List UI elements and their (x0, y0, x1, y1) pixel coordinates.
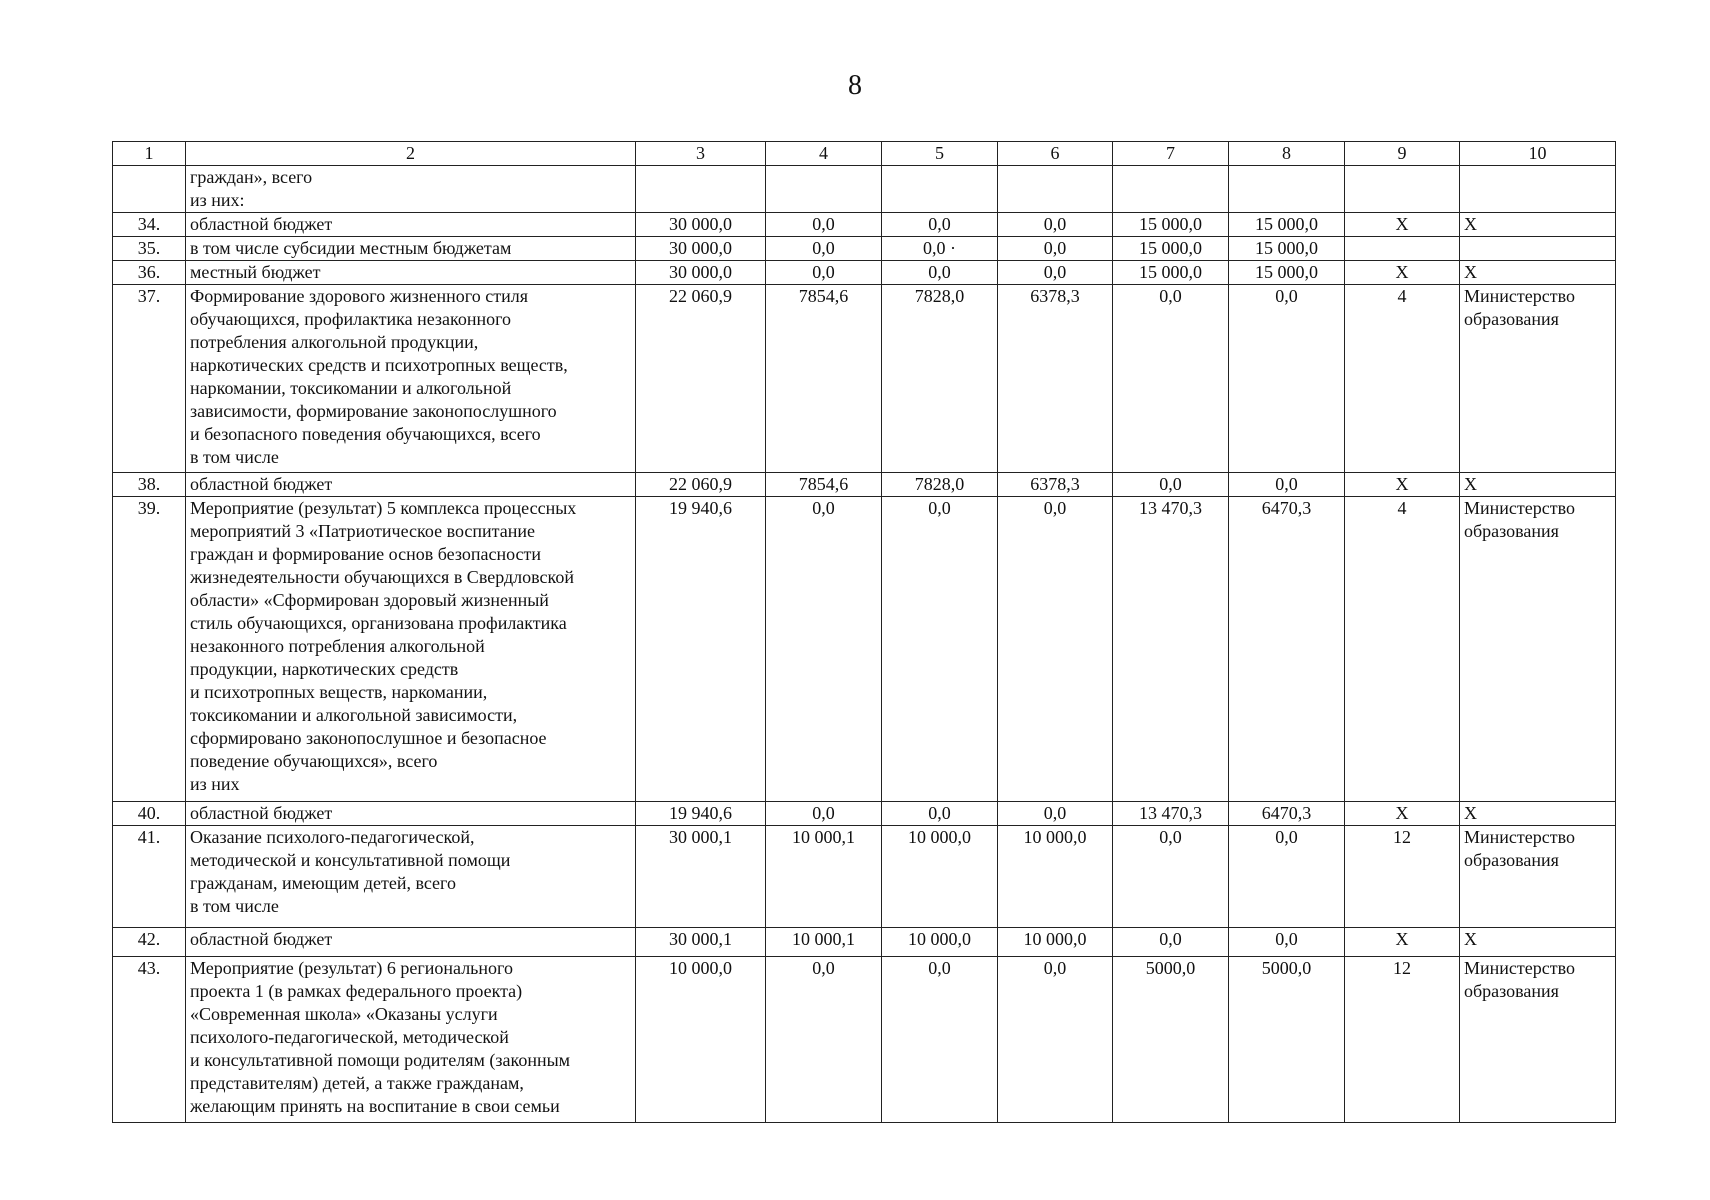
target-cell: Х (1345, 261, 1460, 285)
table-row (113, 928, 1616, 957)
target-cell: Х (1345, 473, 1460, 497)
value-cell: 19 940,6 (636, 497, 766, 802)
value-cell (636, 166, 766, 213)
table-row (113, 261, 1616, 285)
responsible-cell: Х (1460, 261, 1616, 285)
value-cell: 0,0 (766, 213, 882, 237)
header-cell: 10 (1460, 142, 1616, 166)
row-number: 35. (113, 237, 186, 261)
header-row (113, 142, 1616, 166)
value-cell (998, 166, 1113, 213)
table-row (113, 497, 1616, 802)
value-cell: 0,0 (1229, 285, 1345, 473)
value-cell: 0,0 (766, 237, 882, 261)
header-cell: 7 (1113, 142, 1229, 166)
value-cell: 0,0 · (882, 237, 998, 261)
value-cell: 10 000,0 (998, 928, 1113, 957)
row-number (113, 166, 186, 213)
table-row (113, 166, 1616, 213)
value-cell: 15 000,0 (1229, 237, 1345, 261)
target-cell (1345, 237, 1460, 261)
responsible-cell: Министерство образования (1460, 826, 1616, 928)
value-cell: 6470,3 (1229, 497, 1345, 802)
value-cell: 0,0 (882, 497, 998, 802)
header-cell: 4 (766, 142, 882, 166)
header-cell: 9 (1345, 142, 1460, 166)
table-row (113, 213, 1616, 237)
row-name: Оказание психолого-педагогической, методической и консультативной помощи гражданам, имеющим детей, всего в том числе (186, 826, 636, 928)
value-cell: 30 000,0 (636, 237, 766, 261)
row-name: граждан», всего из них: (186, 166, 636, 213)
value-cell: 0,0 (998, 261, 1113, 285)
value-cell: 13 470,3 (1113, 802, 1229, 826)
value-cell: 30 000,0 (636, 261, 766, 285)
value-cell: 10 000,1 (766, 928, 882, 957)
value-cell: 15 000,0 (1229, 261, 1345, 285)
target-cell: Х (1345, 213, 1460, 237)
header-cell: 5 (882, 142, 998, 166)
row-number: 38. (113, 473, 186, 497)
row-number: 39. (113, 497, 186, 802)
responsible-cell (1460, 237, 1616, 261)
row-name: областной бюджет (186, 802, 636, 826)
value-cell: 10 000,1 (766, 826, 882, 928)
responsible-cell: Х (1460, 928, 1616, 957)
value-cell: 0,0 (998, 802, 1113, 826)
row-number: 34. (113, 213, 186, 237)
value-cell: 7828,0 (882, 285, 998, 473)
value-cell: 0,0 (998, 237, 1113, 261)
row-number: 37. (113, 285, 186, 473)
table-row (113, 237, 1616, 261)
value-cell: 0,0 (1113, 826, 1229, 928)
value-cell: 0,0 (766, 957, 882, 1123)
row-name: областной бюджет (186, 473, 636, 497)
value-cell: 0,0 (1113, 285, 1229, 473)
target-cell: 12 (1345, 826, 1460, 928)
table-row (113, 285, 1616, 473)
responsible-cell: Министерство образования (1460, 285, 1616, 473)
target-cell (1345, 166, 1460, 213)
responsible-cell: Х (1460, 473, 1616, 497)
value-cell: 15 000,0 (1113, 237, 1229, 261)
table-row (113, 826, 1616, 928)
value-cell: 0,0 (882, 957, 998, 1123)
row-number: 43. (113, 957, 186, 1123)
value-cell: 30 000,1 (636, 928, 766, 957)
value-cell: 10 000,0 (998, 826, 1113, 928)
row-number: 40. (113, 802, 186, 826)
value-cell: 0,0 (998, 957, 1113, 1123)
value-cell: 6378,3 (998, 473, 1113, 497)
budget-table (112, 141, 1616, 1123)
row-name: областной бюджет (186, 928, 636, 957)
value-cell: 10 000,0 (882, 826, 998, 928)
header-cell: 8 (1229, 142, 1345, 166)
target-cell: 4 (1345, 285, 1460, 473)
value-cell: 0,0 (766, 497, 882, 802)
value-cell: 0,0 (1229, 928, 1345, 957)
value-cell (766, 166, 882, 213)
header-cell: 3 (636, 142, 766, 166)
target-cell: Х (1345, 928, 1460, 957)
value-cell: 13 470,3 (1113, 497, 1229, 802)
value-cell: 0,0 (882, 261, 998, 285)
row-number: 42. (113, 928, 186, 957)
value-cell: 0,0 (998, 497, 1113, 802)
table-row (113, 957, 1616, 1123)
responsible-cell: Министерство образования (1460, 497, 1616, 802)
value-cell: 30 000,0 (636, 213, 766, 237)
value-cell: 19 940,6 (636, 802, 766, 826)
target-cell: Х (1345, 802, 1460, 826)
value-cell (882, 166, 998, 213)
target-cell: 12 (1345, 957, 1460, 1123)
header-cell: 2 (186, 142, 636, 166)
value-cell: 7828,0 (882, 473, 998, 497)
value-cell: 5000,0 (1113, 957, 1229, 1123)
value-cell: 0,0 (1229, 826, 1345, 928)
value-cell: 0,0 (766, 802, 882, 826)
row-name: в том числе субсидии местным бюджетам (186, 237, 636, 261)
row-name: местный бюджет (186, 261, 636, 285)
value-cell: 6378,3 (998, 285, 1113, 473)
row-number: 36. (113, 261, 186, 285)
table-row (113, 802, 1616, 826)
value-cell: 0,0 (998, 213, 1113, 237)
responsible-cell: Х (1460, 213, 1616, 237)
value-cell: 0,0 (1113, 473, 1229, 497)
value-cell: 7854,6 (766, 285, 882, 473)
responsible-cell: Х (1460, 802, 1616, 826)
row-number: 41. (113, 826, 186, 928)
value-cell (1229, 166, 1345, 213)
value-cell: 0,0 (1113, 928, 1229, 957)
responsible-cell: Министерство образования (1460, 957, 1616, 1123)
value-cell: 0,0 (882, 213, 998, 237)
value-cell: 30 000,1 (636, 826, 766, 928)
row-name: областной бюджет (186, 213, 636, 237)
header-cell: 1 (113, 142, 186, 166)
value-cell: 7854,6 (766, 473, 882, 497)
value-cell: 10 000,0 (636, 957, 766, 1123)
value-cell: 22 060,9 (636, 473, 766, 497)
row-name: Формирование здорового жизненного стиля обучающихся, профилактика незаконного потребления алкогольной продукции, наркотических средств и психотропных веществ, наркомании, токсикомании и алкогольной зависимости, формирование законопослушного и безопасного поведения обучающихся, всего в том числе (186, 285, 636, 473)
value-cell: 15 000,0 (1113, 261, 1229, 285)
value-cell: 5000,0 (1229, 957, 1345, 1123)
value-cell: 10 000,0 (882, 928, 998, 957)
value-cell (1113, 166, 1229, 213)
page-number: 8 (848, 70, 862, 101)
value-cell: 15 000,0 (1229, 213, 1345, 237)
value-cell: 6470,3 (1229, 802, 1345, 826)
row-name: Мероприятие (результат) 6 регионального проекта 1 (в рамках федерального проекта) «Современная школа» «Оказаны услуги психолого-педагогической, методической и консультативной помощи родителям (законным представителям) детей, а также гражданам, желающим принять на воспитание в свои семьи (186, 957, 636, 1123)
value-cell: 0,0 (766, 261, 882, 285)
responsible-cell (1460, 166, 1616, 213)
header-cell: 6 (998, 142, 1113, 166)
target-cell: 4 (1345, 497, 1460, 802)
value-cell: 0,0 (1229, 473, 1345, 497)
value-cell: 0,0 (882, 802, 998, 826)
value-cell: 22 060,9 (636, 285, 766, 473)
table-row (113, 473, 1616, 497)
value-cell: 15 000,0 (1113, 213, 1229, 237)
row-name: Мероприятие (результат) 5 комплекса процессных мероприятий 3 «Патриотическое воспитание граждан и формирование основ безопасности жизнедеятельности обучающихся в Свердловской области» «Сформирован здоровый жизненный стиль обучающихся, организована профилактика незаконного потребления алкогольной продукции, наркотических средств и психотропных веществ, наркомании, токсикомании и алкогольной зависимости, сформировано законопослушное и безопасное поведение обучающихся», всего из них (186, 497, 636, 802)
